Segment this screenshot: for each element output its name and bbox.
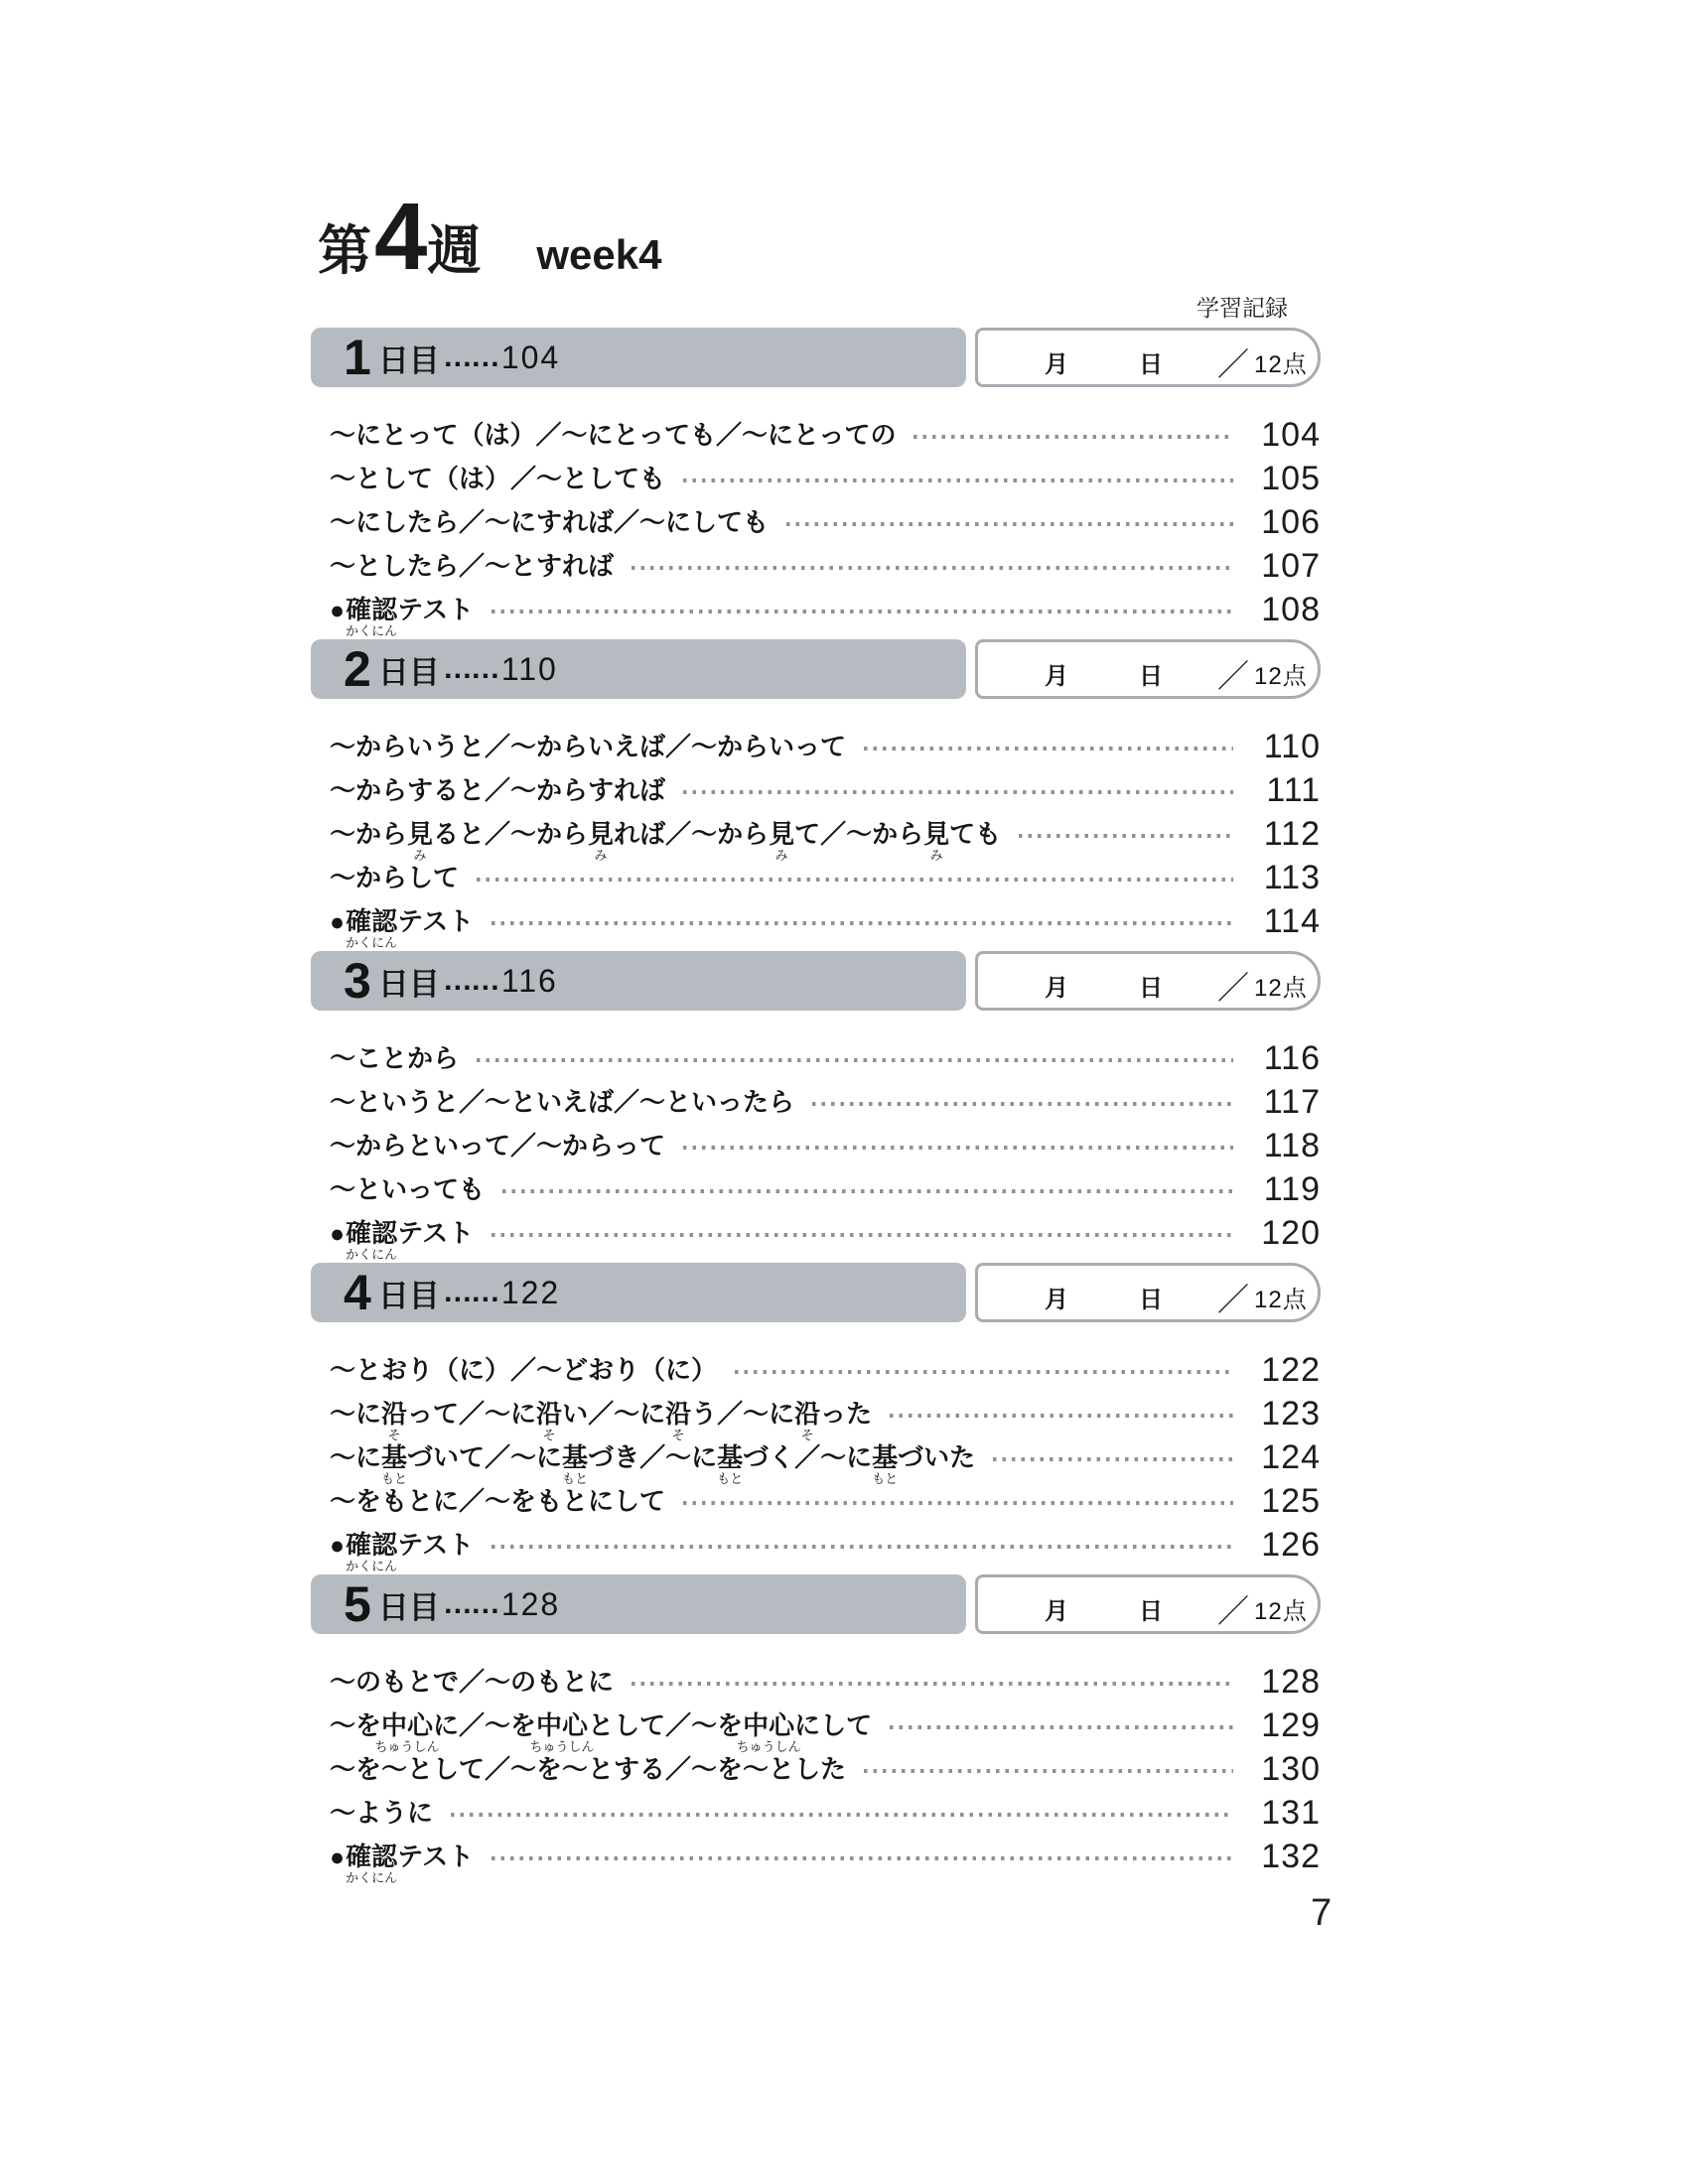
dotted-leader <box>864 1769 1233 1773</box>
record-slash: ／ <box>1217 1592 1250 1629</box>
toc-item-label: ●確認 かくにん テスト <box>330 1217 475 1262</box>
furigana-label: そ <box>387 1428 401 1442</box>
toc-row <box>330 1080 1321 1124</box>
day-number: 4 <box>344 1265 371 1320</box>
toc-row <box>330 768 1321 812</box>
toc-row <box>330 1348 1321 1392</box>
furigana-label: そ <box>800 1428 814 1442</box>
record-day-label: 日 <box>1139 351 1163 378</box>
toc-item-label: ～とおり（に）／～どおり（に） <box>330 1355 718 1385</box>
toc-item-page: 110 <box>1263 727 1321 765</box>
dotted-leader <box>683 1146 1233 1150</box>
study-record-box <box>975 328 1321 387</box>
day-suffix-label: 日目 <box>377 966 440 1002</box>
day-section <box>311 639 1321 951</box>
day-section <box>311 1574 1321 1886</box>
ruby-base: 沿 そ <box>536 1399 563 1442</box>
toc-item-page: 113 <box>1263 858 1321 896</box>
day-number: 3 <box>344 953 371 1009</box>
record-score-label: 12点 <box>1254 975 1308 1002</box>
toc-item-page: 119 <box>1263 1169 1321 1208</box>
day-start-page: 116 <box>500 962 558 999</box>
furigana-label: もと <box>562 1471 589 1486</box>
toc-item-page: 105 <box>1261 459 1321 497</box>
ruby-base: 基 もと <box>872 1442 899 1486</box>
toc-item-label: ～から見 み ると／～から見 み れば／～から見 み て／～から見 み ても <box>330 819 1002 863</box>
day-section <box>311 1263 1321 1574</box>
dotted-leader <box>683 1501 1233 1505</box>
dotted-leader <box>735 1370 1233 1374</box>
furigana-label: もと <box>872 1471 899 1486</box>
day-dots: …… <box>442 652 498 685</box>
furigana-label: かくにん <box>346 1558 398 1573</box>
toc-item-page: 114 <box>1263 901 1321 940</box>
record-month-label: 月 <box>1045 351 1068 378</box>
furigana-label: み <box>774 848 788 863</box>
toc-item-page: 129 <box>1261 1706 1321 1744</box>
day-header <box>311 639 1321 699</box>
toc-item-label: ～を～として／～を～とする／～を～とした <box>330 1754 847 1784</box>
ruby-base: 基 もと <box>381 1442 408 1486</box>
furigana-label: かくにん <box>346 1869 398 1885</box>
ruby-base: 基 もと <box>717 1442 744 1486</box>
record-month-label: 月 <box>1045 975 1068 1002</box>
dotted-leader <box>890 1725 1233 1729</box>
toc-item-page: 131 <box>1261 1793 1321 1832</box>
study-record-label: 学習記録 <box>1196 295 1288 321</box>
toc-row <box>330 1747 1321 1791</box>
day-title-bar <box>311 1263 966 1322</box>
furigana-label: かくにん <box>346 1246 398 1262</box>
bullet-icon: ● <box>330 907 346 936</box>
ruby-base: 確認 かくにん <box>346 594 398 638</box>
record-slash: ／ <box>1217 969 1250 1006</box>
day-number: 2 <box>344 641 371 697</box>
toc-item-label: ～からすると／～からすれば <box>330 775 666 805</box>
toc-item-page: 116 <box>1263 1038 1321 1077</box>
ruby-base: 沿 そ <box>794 1399 821 1442</box>
dotted-leader <box>451 1813 1233 1817</box>
toc-row <box>330 1835 1321 1885</box>
toc-row <box>330 725 1321 768</box>
record-slash: ／ <box>1217 1281 1250 1317</box>
record-day-label: 日 <box>1139 1287 1163 1313</box>
dotted-leader <box>993 1457 1233 1461</box>
toc-item-label: ～のもとで／～のもとに <box>330 1667 615 1697</box>
toc-item-label: ●確認 かくにん テスト <box>330 1841 475 1885</box>
section-rows <box>311 1322 1321 1573</box>
furigana-label: そ <box>542 1428 556 1442</box>
dotted-leader <box>914 435 1233 439</box>
toc-row <box>330 413 1321 457</box>
toc-item-label: ～に基 もと づいて／～に基 もと づき／～に基 もと づく／～に基 もと づいた <box>330 1442 976 1486</box>
day-suffix-label: 日目 <box>377 342 440 378</box>
day-start-page: 122 <box>500 1274 561 1310</box>
toc-item-page: 106 <box>1261 502 1321 541</box>
record-month-label: 月 <box>1045 1598 1068 1625</box>
toc-row <box>330 1435 1321 1486</box>
dotted-leader <box>1019 834 1233 838</box>
toc-item-label: ●確認 かくにん テスト <box>330 1529 475 1573</box>
record-score-label: 12点 <box>1254 663 1308 690</box>
furigana-label: もと <box>717 1471 744 1486</box>
dotted-leader <box>492 610 1233 614</box>
ruby-base: 確認 かくにん <box>346 1841 398 1885</box>
section-rows <box>311 387 1321 638</box>
record-score-label: 12点 <box>1254 1287 1308 1313</box>
toc-item-label: ～といっても <box>330 1174 486 1204</box>
dotted-leader <box>492 1545 1233 1549</box>
day-title-bar <box>311 639 966 699</box>
ruby-base: 見 み <box>923 819 950 863</box>
dotted-leader <box>812 1102 1233 1106</box>
toc-row <box>330 500 1321 544</box>
day-suffix-label: 日目 <box>377 1278 440 1313</box>
toc-item-label: ～ことから <box>330 1043 460 1073</box>
toc-row <box>330 1167 1321 1211</box>
record-day-label: 日 <box>1139 1598 1163 1625</box>
day-dots: …… <box>442 1587 498 1620</box>
toc-item-label: ～というと／～といえば／～といったら <box>330 1087 795 1117</box>
toc-item-page: 130 <box>1261 1749 1321 1788</box>
week-prefix-label: 第 <box>318 221 371 281</box>
dotted-leader <box>683 478 1233 482</box>
toc-item-page: 120 <box>1261 1213 1321 1252</box>
day-section <box>311 951 1321 1263</box>
dotted-leader <box>477 878 1233 882</box>
furigana-label: ちゅうしん <box>529 1739 595 1754</box>
toc-row <box>330 1211 1321 1262</box>
toc-item-page: 104 <box>1261 415 1321 454</box>
section-rows <box>311 1011 1321 1262</box>
day-number: 1 <box>344 330 371 385</box>
ruby-base: 基 もと <box>562 1442 589 1486</box>
week-number-label: 4 <box>374 184 425 290</box>
ruby-base: 沿 そ <box>665 1399 692 1442</box>
day-title-bar <box>311 951 966 1011</box>
toc-row <box>330 588 1321 638</box>
toc-item-page: 123 <box>1261 1394 1321 1433</box>
day-dots: …… <box>442 341 498 373</box>
day-title-bar <box>311 328 966 387</box>
toc-item-page: 122 <box>1261 1350 1321 1389</box>
study-record-box <box>975 951 1321 1011</box>
toc-item-page: 112 <box>1263 814 1321 853</box>
toc-row <box>330 544 1321 588</box>
dotted-leader <box>632 1682 1233 1686</box>
toc-item-page: 111 <box>1266 770 1321 809</box>
toc-item-label: ～にしたら／～にすれば／～にしても <box>330 507 770 537</box>
toc-item-page: 125 <box>1261 1481 1321 1520</box>
ruby-base: 中心 ちゅうしん <box>374 1710 440 1754</box>
toc-item-label: ～からといって／～からって <box>330 1131 666 1160</box>
toc-item-page: 126 <box>1261 1525 1321 1564</box>
study-record-box <box>975 639 1321 699</box>
furigana-label: かくにん <box>346 622 398 638</box>
toc-item-page: 118 <box>1263 1126 1321 1164</box>
dotted-leader <box>632 566 1233 570</box>
furigana-label: み <box>929 848 943 863</box>
furigana-label: ちゅうしん <box>374 1739 440 1754</box>
record-slash: ／ <box>1217 345 1250 382</box>
toc-item-label: ～からいうと／～からいえば／～からいって <box>330 732 847 761</box>
toc-row <box>330 1479 1321 1523</box>
toc-row <box>330 1392 1321 1442</box>
bullet-icon: ● <box>330 596 346 624</box>
bullet-icon: ● <box>330 1531 346 1560</box>
toc-item-label: ～として（は）／～としても <box>330 464 666 493</box>
bullet-icon: ● <box>330 1219 346 1248</box>
record-slash: ／ <box>1217 657 1250 694</box>
ruby-base: 見 み <box>407 819 434 863</box>
page-number: 7 <box>1311 1892 1333 1934</box>
week-subtitle-label: week4 <box>536 231 662 278</box>
toc-item-label: ～にとって（は）／～にとっても／～にとっての <box>330 420 897 450</box>
dotted-leader <box>890 1414 1233 1418</box>
dotted-leader <box>683 790 1233 794</box>
toc-row <box>330 812 1321 863</box>
ruby-base: 見 み <box>769 819 795 863</box>
toc-row <box>330 1704 1321 1754</box>
study-record-box <box>975 1574 1321 1634</box>
toc-row <box>330 1660 1321 1704</box>
record-score-label: 12点 <box>1254 351 1308 378</box>
ruby-base: 沿 そ <box>381 1399 408 1442</box>
toc-row <box>330 457 1321 500</box>
toc-item-label: ～としたら／～とすれば <box>330 551 615 581</box>
toc-row <box>330 1124 1321 1167</box>
record-day-label: 日 <box>1139 663 1163 690</box>
section-rows <box>311 1634 1321 1885</box>
dotted-leader <box>477 1058 1233 1062</box>
toc-item-label: ～からして <box>330 863 460 892</box>
day-suffix-label: 日目 <box>377 1589 440 1625</box>
toc-item-label: ～に沿 そ って／～に沿 そ い／～に沿 そ う／～に沿 そ った <box>330 1399 873 1442</box>
day-dots: …… <box>442 1276 498 1308</box>
furigana-label: み <box>413 848 427 863</box>
day-number: 5 <box>344 1576 371 1632</box>
ruby-base: 確認 かくにん <box>346 1217 398 1262</box>
ruby-base: 見 み <box>588 819 615 863</box>
day-header <box>311 328 1321 387</box>
day-header <box>311 1574 1321 1634</box>
toc-item-label: ●確認 かくにん テスト <box>330 594 475 638</box>
furigana-label: み <box>594 848 608 863</box>
toc-item-page: 128 <box>1261 1662 1321 1701</box>
day-suffix-label: 日目 <box>377 654 440 690</box>
week-suffix-label: 週 <box>427 221 482 281</box>
toc-row <box>330 856 1321 899</box>
dotted-leader <box>502 1189 1233 1193</box>
day-start-page: 104 <box>500 339 561 375</box>
day-section <box>311 328 1321 639</box>
record-score-label: 12点 <box>1254 1598 1308 1625</box>
toc-item-label: ～をもとに／～をもとにして <box>330 1486 666 1516</box>
dotted-leader <box>786 522 1233 526</box>
study-record-box <box>975 1263 1321 1322</box>
toc-item-label: ～を中心 ちゅうしん に／～を中心 ちゅうしん として／～を中心 ちゅうしん にして <box>330 1710 873 1754</box>
toc-item-page: 124 <box>1261 1437 1321 1476</box>
dotted-leader <box>492 1856 1233 1860</box>
toc-row <box>330 1036 1321 1080</box>
toc-item-label: ～ように <box>330 1798 434 1828</box>
toc-row <box>330 899 1321 950</box>
week-header <box>318 184 662 290</box>
furigana-label: もと <box>381 1471 408 1486</box>
record-month-label: 月 <box>1045 1287 1068 1313</box>
toc-item-page: 107 <box>1261 546 1321 585</box>
day-header <box>311 1263 1321 1322</box>
day-title-bar <box>311 1574 966 1634</box>
toc-item-label: ●確認 かくにん テスト <box>330 905 475 950</box>
day-header <box>311 951 1321 1011</box>
dotted-leader <box>492 1233 1233 1237</box>
toc-item-page: 117 <box>1263 1082 1321 1121</box>
day-start-page: 110 <box>500 650 558 687</box>
ruby-base: 確認 かくにん <box>346 905 398 950</box>
toc-row <box>330 1523 1321 1573</box>
dotted-leader <box>864 747 1233 751</box>
ruby-base: 中心 ちゅうしん <box>529 1710 595 1754</box>
record-day-label: 日 <box>1139 975 1163 1002</box>
furigana-label: ちゅうしん <box>736 1739 801 1754</box>
section-rows <box>311 699 1321 950</box>
record-month-label: 月 <box>1045 663 1068 690</box>
toc-sections <box>311 328 1321 1886</box>
dotted-leader <box>492 921 1233 925</box>
toc-row <box>330 1791 1321 1835</box>
toc-item-page: 108 <box>1261 590 1321 628</box>
toc-item-page: 132 <box>1261 1837 1321 1875</box>
day-start-page: 128 <box>500 1585 561 1622</box>
day-dots: …… <box>442 964 498 997</box>
ruby-base: 確認 かくにん <box>346 1529 398 1573</box>
ruby-base: 中心 ちゅうしん <box>736 1710 801 1754</box>
furigana-label: そ <box>671 1428 685 1442</box>
furigana-label: かくにん <box>346 934 398 950</box>
bullet-icon: ● <box>330 1843 346 1871</box>
